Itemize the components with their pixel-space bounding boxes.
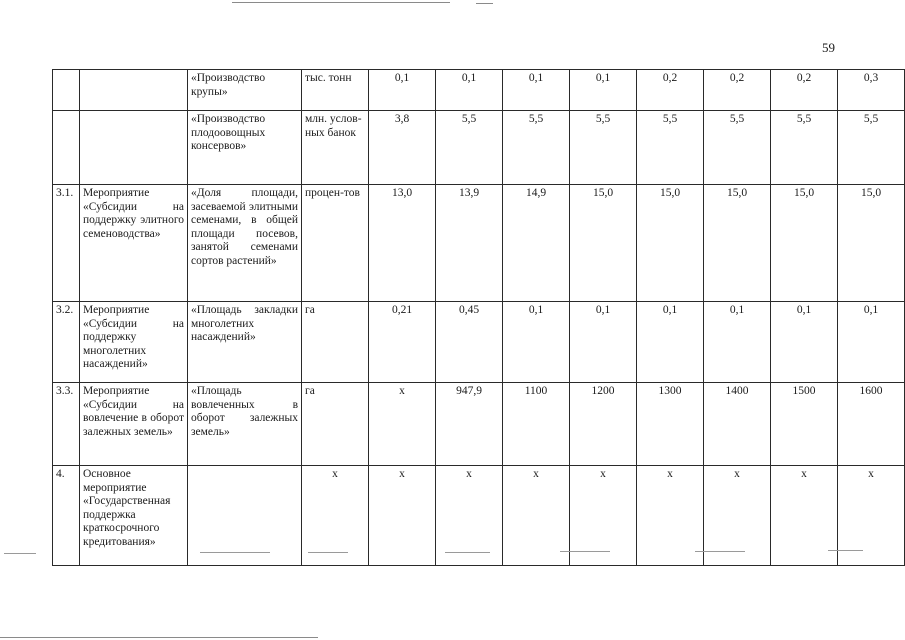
row-number: 3.3.: [53, 383, 80, 466]
row-number: [53, 70, 80, 111]
row-number: [53, 111, 80, 185]
value-cell: 13,0: [369, 185, 436, 302]
indicator-cell: «Производство крупы»: [188, 70, 302, 111]
measure-cell: [80, 70, 188, 111]
value-cell: 0,3: [838, 70, 905, 111]
value-cell: 0,2: [637, 70, 704, 111]
faint-underline: [308, 552, 348, 553]
indicator-cell: «Доля площади, засеваемой элитными семенами, в общей площади посевов, занятой семенами сортов растений»: [188, 185, 302, 302]
table-row: [53, 111, 905, 185]
table-row: [53, 302, 905, 383]
scan-artifact-top-short: [476, 3, 493, 4]
indicator-cell: [188, 466, 302, 566]
value-cell: 1200: [570, 383, 637, 466]
scan-artifact-bottom: [0, 637, 318, 638]
value-cell: 5,5: [503, 111, 570, 185]
row-number: 4.: [53, 466, 80, 566]
value-cell: х: [704, 466, 771, 566]
faint-underline: [560, 551, 610, 552]
value-cell: 0,21: [369, 302, 436, 383]
value-cell: 5,5: [838, 111, 905, 185]
value-cell: х: [637, 466, 704, 566]
value-cell: 0,1: [503, 302, 570, 383]
value-cell: 0,1: [503, 70, 570, 111]
value-cell: 15,0: [771, 185, 838, 302]
row-number: 3.1.: [53, 185, 80, 302]
value-cell: 0,45: [436, 302, 503, 383]
value-cell: 0,1: [570, 70, 637, 111]
value-cell: 1400: [704, 383, 771, 466]
value-cell: 13,9: [436, 185, 503, 302]
unit-cell: га: [302, 383, 369, 466]
value-cell: 3,8: [369, 111, 436, 185]
unit-cell: х: [302, 466, 369, 566]
value-cell: 15,0: [637, 185, 704, 302]
faint-underline: [695, 551, 745, 552]
value-cell: 0,1: [637, 302, 704, 383]
unit-cell: млн. услов-ных банок: [302, 111, 369, 185]
faint-underline: [200, 552, 270, 553]
value-cell: х: [503, 466, 570, 566]
value-cell: 0,2: [704, 70, 771, 111]
value-cell: х: [436, 466, 503, 566]
value-cell: 5,5: [704, 111, 771, 185]
measure-cell: [80, 111, 188, 185]
faint-underline: [828, 550, 863, 551]
value-cell: 0,1: [838, 302, 905, 383]
measure-cell: Мероприятие «Субсидии на поддержку многолетних насаждений»: [80, 302, 188, 383]
unit-cell: га: [302, 302, 369, 383]
row-number: 3.2.: [53, 302, 80, 383]
unit-cell: процен-тов: [302, 185, 369, 302]
value-cell: 1600: [838, 383, 905, 466]
table-row: [53, 466, 905, 566]
measure-cell: Мероприятие «Субсидии на вовлечение в оборот залежных земель»: [80, 383, 188, 466]
value-cell: 14,9: [503, 185, 570, 302]
measure-cell: Основное мероприятие «Государственная поддержка краткосрочного кредитования»: [80, 466, 188, 566]
value-cell: 947,9: [436, 383, 503, 466]
value-cell: 1500: [771, 383, 838, 466]
value-cell: 0,1: [771, 302, 838, 383]
value-cell: х: [838, 466, 905, 566]
value-cell: 15,0: [570, 185, 637, 302]
value-cell: х: [369, 466, 436, 566]
value-cell: 1100: [503, 383, 570, 466]
indicator-cell: «Площадь закладки многолетних насаждений»: [188, 302, 302, 383]
measure-cell: Мероприятие «Субсидии на поддержку элитного семеноводства»: [80, 185, 188, 302]
faint-underline: [445, 552, 490, 553]
value-cell: 1300: [637, 383, 704, 466]
indicators-table: [52, 69, 905, 566]
value-cell: 15,0: [704, 185, 771, 302]
value-cell: 0,1: [369, 70, 436, 111]
value-cell: х: [369, 383, 436, 466]
value-cell: 5,5: [570, 111, 637, 185]
indicator-cell: «Производство плодоовощных консервов»: [188, 111, 302, 185]
value-cell: 15,0: [838, 185, 905, 302]
page-number: 59: [822, 40, 835, 55]
faint-underline: [4, 553, 36, 554]
value-cell: 5,5: [637, 111, 704, 185]
value-cell: х: [570, 466, 637, 566]
value-cell: 0,1: [570, 302, 637, 383]
table-row: [53, 185, 905, 302]
indicator-cell: «Площадь вовлеченных в оборот залежных земель»: [188, 383, 302, 466]
value-cell: 5,5: [436, 111, 503, 185]
scan-artifact-top: [232, 2, 450, 3]
value-cell: 0,2: [771, 70, 838, 111]
value-cell: х: [771, 466, 838, 566]
value-cell: 0,1: [436, 70, 503, 111]
table-row: [53, 383, 905, 466]
unit-cell: тыс. тонн: [302, 70, 369, 111]
value-cell: 0,1: [704, 302, 771, 383]
value-cell: 5,5: [771, 111, 838, 185]
table-row: [53, 70, 905, 111]
